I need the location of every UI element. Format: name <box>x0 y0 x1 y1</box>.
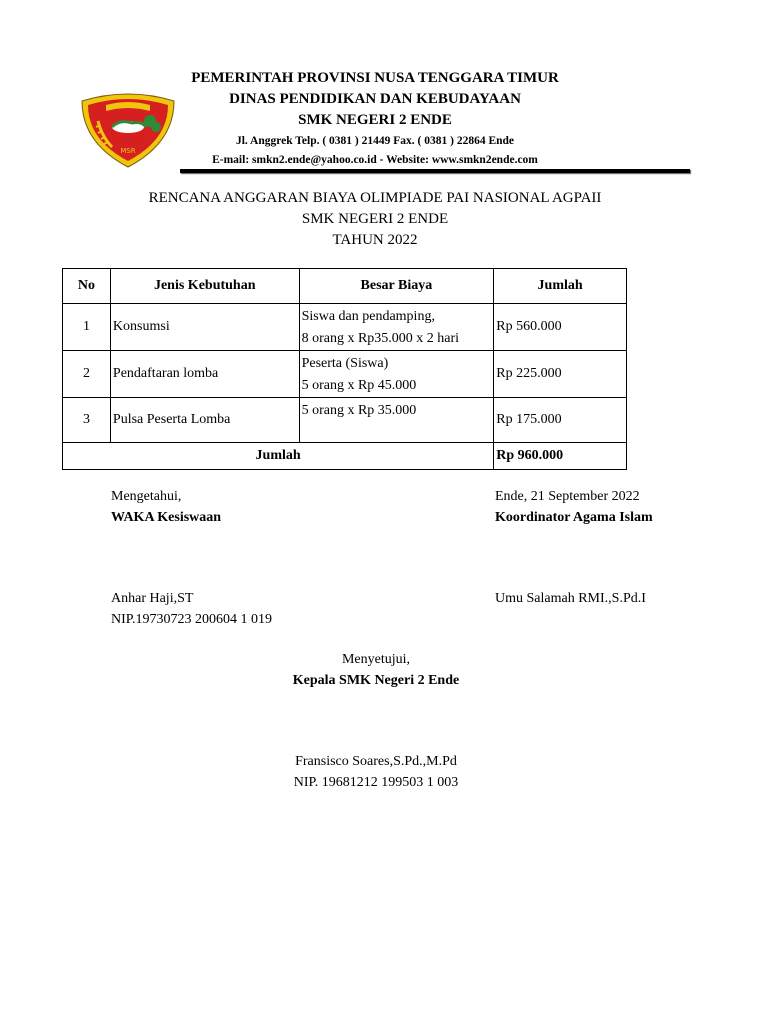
header-jenis: Jenis Kebutuhan <box>110 269 299 304</box>
right-signature-role: Koordinator Agama Islam <box>495 510 653 525</box>
table-row <box>63 304 627 351</box>
letterhead-school: SMK NEGERI 2 ENDE <box>298 112 452 128</box>
left-signature-role: WAKA Kesiswaan <box>111 510 222 525</box>
left-signature-nip: NIP.19730723 200604 1 019 <box>111 612 273 627</box>
cell-biaya <box>299 351 494 398</box>
left-signature-name: Anhar Haji,ST <box>111 591 194 606</box>
letterhead-province: PEMERINTAH PROVINSI NUSA TENGGARA TIMUR <box>191 70 559 86</box>
biaya-line: Peserta (Siswa) <box>301 356 389 371</box>
biaya-line: 5 orang x Rp 45.000 <box>301 378 417 393</box>
table-row <box>63 351 627 398</box>
cell-jenis: Pendaftaran lomba <box>110 351 299 398</box>
cell-no: 1 <box>63 304 111 351</box>
header-biaya: Besar Biaya <box>299 269 494 304</box>
header-jumlah: Jumlah <box>494 269 627 304</box>
letterhead-dinas: DINAS PENDIDIKAN DAN KEBUDAYAAN <box>229 91 521 107</box>
center-signature-name: Fransisco Soares,S.Pd.,M.Pd <box>295 754 457 769</box>
cell-biaya <box>299 304 494 351</box>
table-total-row <box>63 443 627 470</box>
left-signature-intro: Mengetahui, <box>111 489 182 504</box>
logo-text: MSR <box>120 147 136 155</box>
document-subtitle-year: TAHUN 2022 <box>332 232 418 248</box>
right-signature-name: Umu Salamah RMI.,S.Pd.I <box>495 591 646 606</box>
header-no: No <box>63 269 111 304</box>
cell-no: 3 <box>63 398 111 443</box>
table-row <box>63 398 627 443</box>
document-subtitle-school: SMK NEGERI 2 ENDE <box>301 211 449 227</box>
letterhead-address: Jl. Anggrek Telp. ( 0381 ) 21449 Fax. ( 0381 ) 22864 Ende <box>235 135 515 147</box>
center-signature-nip: NIP. 19681212 199503 1 003 <box>293 775 459 790</box>
document-title: RENCANA ANGGARAN BIAYA OLIMPIADE PAI NASIONAL AGPAII <box>148 190 602 206</box>
biaya-line: 5 orang x Rp 35.000 <box>301 403 417 418</box>
cell-jumlah: Rp 560.000 <box>494 304 627 351</box>
cell-no: 2 <box>63 351 111 398</box>
letterhead-divider <box>180 169 690 173</box>
biaya-line: 8 orang x Rp35.000 x 2 hari <box>301 331 460 346</box>
letterhead-contact: E-mail: smkn2.ende@yahoo.co.id - Website: www.smkn2ende.com <box>212 154 538 166</box>
cell-jenis: Pulsa Peserta Lomba <box>110 398 299 443</box>
biaya-line: Siswa dan pendamping, <box>301 309 435 324</box>
total-label: Jumlah <box>63 443 494 470</box>
cell-jumlah: Rp 225.000 <box>494 351 627 398</box>
center-signature-intro: Menyetujui, <box>341 652 411 667</box>
cell-biaya <box>299 398 494 443</box>
budget-table <box>62 268 627 470</box>
cell-jumlah: Rp 175.000 <box>494 398 627 443</box>
right-signature-date: Ende, 21 September 2022 <box>495 489 640 504</box>
table-header-row <box>63 269 627 304</box>
total-value: Rp 960.000 <box>494 443 627 470</box>
cell-jenis: Konsumsi <box>110 304 299 351</box>
center-signature-role: Kepala SMK Negeri 2 Ende <box>292 673 460 688</box>
